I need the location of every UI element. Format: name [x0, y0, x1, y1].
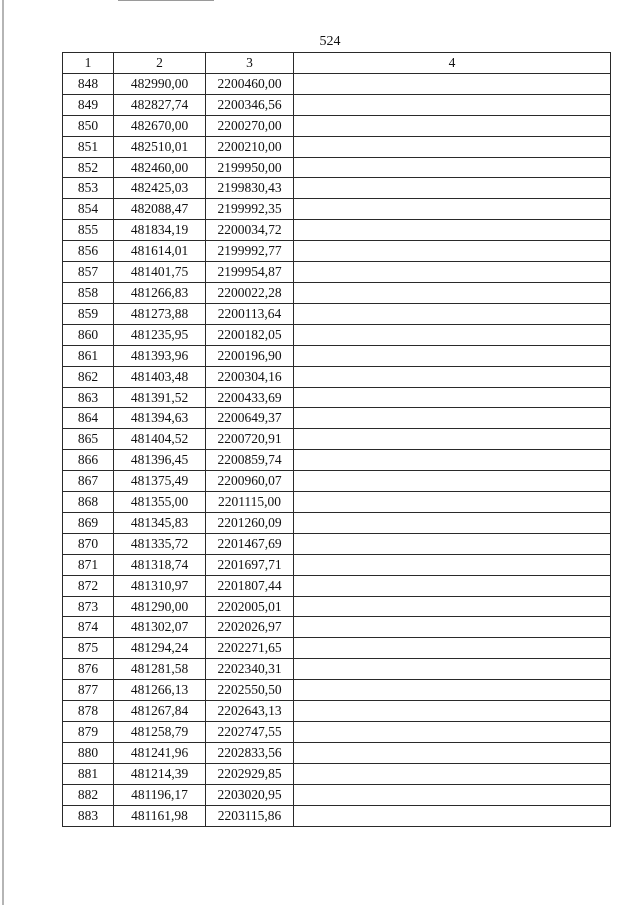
- table-row: [63, 366, 611, 387]
- table-cell-col-4: [294, 680, 611, 701]
- table-cell-col-4: [294, 471, 611, 492]
- table-cell-col-3: 2200649,37: [206, 408, 294, 429]
- table-cell-col-1: 856: [63, 241, 114, 262]
- table-row: [63, 408, 611, 429]
- table-cell-col-2: 481294,24: [114, 638, 206, 659]
- page-number: 524: [319, 34, 341, 49]
- table-cell-col-3: 2203115,86: [206, 805, 294, 826]
- table-row: [63, 596, 611, 617]
- table-body: [63, 73, 611, 826]
- table-cell-col-1: 873: [63, 596, 114, 617]
- table-cell-col-1: 854: [63, 199, 114, 220]
- table-row: [63, 554, 611, 575]
- table-cell-col-4: [294, 492, 611, 513]
- table-cell-col-3: 2202833,56: [206, 742, 294, 763]
- table-cell-col-4: [294, 282, 611, 303]
- table-row: [63, 617, 611, 638]
- table-cell-col-3: 2202005,01: [206, 596, 294, 617]
- table-row: [63, 471, 611, 492]
- table-row: [63, 680, 611, 701]
- table-cell-col-3: 2200210,00: [206, 136, 294, 157]
- table-cell-col-1: 881: [63, 763, 114, 784]
- table-cell-col-2: 481396,45: [114, 450, 206, 471]
- table-cell-col-2: 481290,00: [114, 596, 206, 617]
- table-cell-col-3: 2199950,00: [206, 157, 294, 178]
- table-cell-col-4: [294, 199, 611, 220]
- table-cell-col-3: 2202340,31: [206, 659, 294, 680]
- table-cell-col-2: 481241,96: [114, 742, 206, 763]
- coordinates-table: [62, 52, 611, 827]
- table-cell-col-1: 875: [63, 638, 114, 659]
- table-cell-col-4: [294, 115, 611, 136]
- table-cell-col-3: 2200720,91: [206, 429, 294, 450]
- table-row: [63, 241, 611, 262]
- table-cell-col-3: 2202271,65: [206, 638, 294, 659]
- table-cell-col-3: 2202550,50: [206, 680, 294, 701]
- table-cell-col-1: 872: [63, 575, 114, 596]
- table-cell-col-4: [294, 596, 611, 617]
- table-cell-col-2: 481394,63: [114, 408, 206, 429]
- table-cell-col-3: 2202026,97: [206, 617, 294, 638]
- table-row: [63, 533, 611, 554]
- table-cell-col-2: 481235,95: [114, 324, 206, 345]
- table-cell-col-4: [294, 324, 611, 345]
- table-cell-col-3: 2202929,85: [206, 763, 294, 784]
- table-cell-col-2: 481302,07: [114, 617, 206, 638]
- table-cell-col-1: 871: [63, 554, 114, 575]
- table-cell-col-3: 2200034,72: [206, 220, 294, 241]
- table-cell-col-3: 2201807,44: [206, 575, 294, 596]
- table-row: [63, 784, 611, 805]
- table-row: [63, 638, 611, 659]
- table-cell-col-2: 481318,74: [114, 554, 206, 575]
- table-cell-col-2: 481834,19: [114, 220, 206, 241]
- table-cell-col-3: 2203020,95: [206, 784, 294, 805]
- table-cell-col-4: [294, 220, 611, 241]
- table-cell-col-4: [294, 617, 611, 638]
- table-cell-col-4: [294, 429, 611, 450]
- table-cell-col-1: 870: [63, 533, 114, 554]
- table-cell-col-4: [294, 722, 611, 743]
- table-cell-col-1: 874: [63, 617, 114, 638]
- table-cell-col-2: 481335,72: [114, 533, 206, 554]
- table-cell-col-1: 879: [63, 722, 114, 743]
- table-row: [63, 115, 611, 136]
- table-cell-col-4: [294, 554, 611, 575]
- table-row: [63, 450, 611, 471]
- table-row: [63, 575, 611, 596]
- table-cell-col-1: 853: [63, 178, 114, 199]
- table-row: [63, 303, 611, 324]
- table-cell-col-2: 481273,88: [114, 303, 206, 324]
- table-cell-col-2: 481393,96: [114, 345, 206, 366]
- table-cell-col-4: [294, 366, 611, 387]
- table-cell-col-2: 482670,00: [114, 115, 206, 136]
- table-cell-col-1: 876: [63, 659, 114, 680]
- table-row: [63, 512, 611, 533]
- table-row: [63, 701, 611, 722]
- table-cell-col-2: 481310,97: [114, 575, 206, 596]
- table-row: [63, 136, 611, 157]
- table-cell-col-3: 2201467,69: [206, 533, 294, 554]
- table-cell-col-3: 2202643,13: [206, 701, 294, 722]
- table-cell-col-1: 865: [63, 429, 114, 450]
- table-cell-col-4: [294, 94, 611, 115]
- table-cell-col-4: [294, 241, 611, 262]
- table-cell-col-4: [294, 805, 611, 826]
- table-cell-col-4: [294, 73, 611, 94]
- scan-left-edge: [2, 0, 4, 905]
- table-cell-col-3: 2202747,55: [206, 722, 294, 743]
- scan-top-mark: [118, 0, 214, 1]
- table-cell-col-3: 2200270,00: [206, 115, 294, 136]
- table-cell-col-2: 481401,75: [114, 262, 206, 283]
- table-cell-col-1: 877: [63, 680, 114, 701]
- table-cell-col-2: 481614,01: [114, 241, 206, 262]
- table-cell-col-3: 2200460,00: [206, 73, 294, 94]
- table-row: [63, 492, 611, 513]
- table-cell-col-2: 482425,03: [114, 178, 206, 199]
- table-cell-col-2: 481355,00: [114, 492, 206, 513]
- table-cell-col-4: [294, 784, 611, 805]
- table-cell-col-2: 481258,79: [114, 722, 206, 743]
- table-cell-col-3: 2200304,16: [206, 366, 294, 387]
- table-cell-col-4: [294, 659, 611, 680]
- table-row: [63, 157, 611, 178]
- table-cell-col-2: 481214,39: [114, 763, 206, 784]
- table-cell-col-1: 859: [63, 303, 114, 324]
- table-cell-col-4: [294, 136, 611, 157]
- table-cell-col-1: 861: [63, 345, 114, 366]
- table-cell-col-3: 2200346,56: [206, 94, 294, 115]
- table-cell-col-1: 866: [63, 450, 114, 471]
- table-row: [63, 345, 611, 366]
- table-cell-col-1: 864: [63, 408, 114, 429]
- table-cell-col-3: 2201115,00: [206, 492, 294, 513]
- table-cell-col-4: [294, 512, 611, 533]
- table-cell-col-3: 2200182,05: [206, 324, 294, 345]
- table-cell-col-2: 482827,74: [114, 94, 206, 115]
- table-cell-col-2: 481281,58: [114, 659, 206, 680]
- table-cell-col-3: 2200859,74: [206, 450, 294, 471]
- table-cell-col-1: 882: [63, 784, 114, 805]
- table-row: [63, 199, 611, 220]
- table-row: [63, 659, 611, 680]
- table-cell-col-1: 855: [63, 220, 114, 241]
- table-cell-col-4: [294, 575, 611, 596]
- table-cell-col-4: [294, 533, 611, 554]
- table-cell-col-4: [294, 763, 611, 784]
- table-cell-col-4: [294, 157, 611, 178]
- table-row: [63, 429, 611, 450]
- table-cell-col-1: 862: [63, 366, 114, 387]
- table-cell-col-4: [294, 303, 611, 324]
- column-header-4: 4: [294, 53, 611, 74]
- table-row: [63, 763, 611, 784]
- table-cell-col-2: 482088,47: [114, 199, 206, 220]
- table-row: [63, 178, 611, 199]
- table-cell-col-1: 849: [63, 94, 114, 115]
- table-cell-col-3: 2200022,28: [206, 282, 294, 303]
- table-cell-col-1: 858: [63, 282, 114, 303]
- table-cell-col-3: 2201697,71: [206, 554, 294, 575]
- table-cell-col-2: 481404,52: [114, 429, 206, 450]
- column-header-2: 2: [114, 53, 206, 74]
- table-cell-col-2: 481391,52: [114, 387, 206, 408]
- table-cell-col-2: 482510,01: [114, 136, 206, 157]
- table-row: [63, 387, 611, 408]
- table-cell-col-2: 481375,49: [114, 471, 206, 492]
- table-cell-col-3: 2199954,87: [206, 262, 294, 283]
- table-row: [63, 73, 611, 94]
- table-cell-col-1: 850: [63, 115, 114, 136]
- table-row: [63, 94, 611, 115]
- table-row: [63, 722, 611, 743]
- table-row: [63, 262, 611, 283]
- table-cell-col-2: 481196,17: [114, 784, 206, 805]
- table-row: [63, 324, 611, 345]
- table-cell-col-4: [294, 408, 611, 429]
- column-header-3: 3: [206, 53, 294, 74]
- table-cell-col-1: 868: [63, 492, 114, 513]
- table-cell-col-1: 860: [63, 324, 114, 345]
- table-cell-col-1: 848: [63, 73, 114, 94]
- table-cell-col-2: 481403,48: [114, 366, 206, 387]
- table-cell-col-3: 2200960,07: [206, 471, 294, 492]
- table-cell-col-4: [294, 345, 611, 366]
- table-cell-col-1: 851: [63, 136, 114, 157]
- table-cell-col-1: 883: [63, 805, 114, 826]
- table-cell-col-3: 2200196,90: [206, 345, 294, 366]
- table-cell-col-3: 2201260,09: [206, 512, 294, 533]
- table-cell-col-1: 869: [63, 512, 114, 533]
- table-cell-col-2: 481266,13: [114, 680, 206, 701]
- table-cell-col-2: 482990,00: [114, 73, 206, 94]
- table-row: [63, 282, 611, 303]
- table-cell-col-2: 481161,98: [114, 805, 206, 826]
- table-cell-col-4: [294, 450, 611, 471]
- table-cell-col-4: [294, 742, 611, 763]
- table-cell-col-3: 2200113,64: [206, 303, 294, 324]
- table-cell-col-1: 852: [63, 157, 114, 178]
- table-cell-col-4: [294, 701, 611, 722]
- table-cell-col-4: [294, 387, 611, 408]
- table-row: [63, 220, 611, 241]
- column-header-1: 1: [63, 53, 114, 74]
- table-cell-col-2: 481266,83: [114, 282, 206, 303]
- table-cell-col-2: 482460,00: [114, 157, 206, 178]
- table-cell-col-2: 481267,84: [114, 701, 206, 722]
- table-row: [63, 805, 611, 826]
- table-cell-col-1: 857: [63, 262, 114, 283]
- table-cell-col-3: 2199992,77: [206, 241, 294, 262]
- table-row: [63, 742, 611, 763]
- table-cell-col-3: 2200433,69: [206, 387, 294, 408]
- table-cell-col-1: 863: [63, 387, 114, 408]
- table-cell-col-4: [294, 178, 611, 199]
- table-cell-col-3: 2199830,43: [206, 178, 294, 199]
- table-cell-col-1: 878: [63, 701, 114, 722]
- table-cell-col-1: 880: [63, 742, 114, 763]
- table-cell-col-3: 2199992,35: [206, 199, 294, 220]
- table-cell-col-4: [294, 262, 611, 283]
- table-cell-col-2: 481345,83: [114, 512, 206, 533]
- table-header-row: [63, 53, 611, 74]
- table-cell-col-1: 867: [63, 471, 114, 492]
- table-cell-col-4: [294, 638, 611, 659]
